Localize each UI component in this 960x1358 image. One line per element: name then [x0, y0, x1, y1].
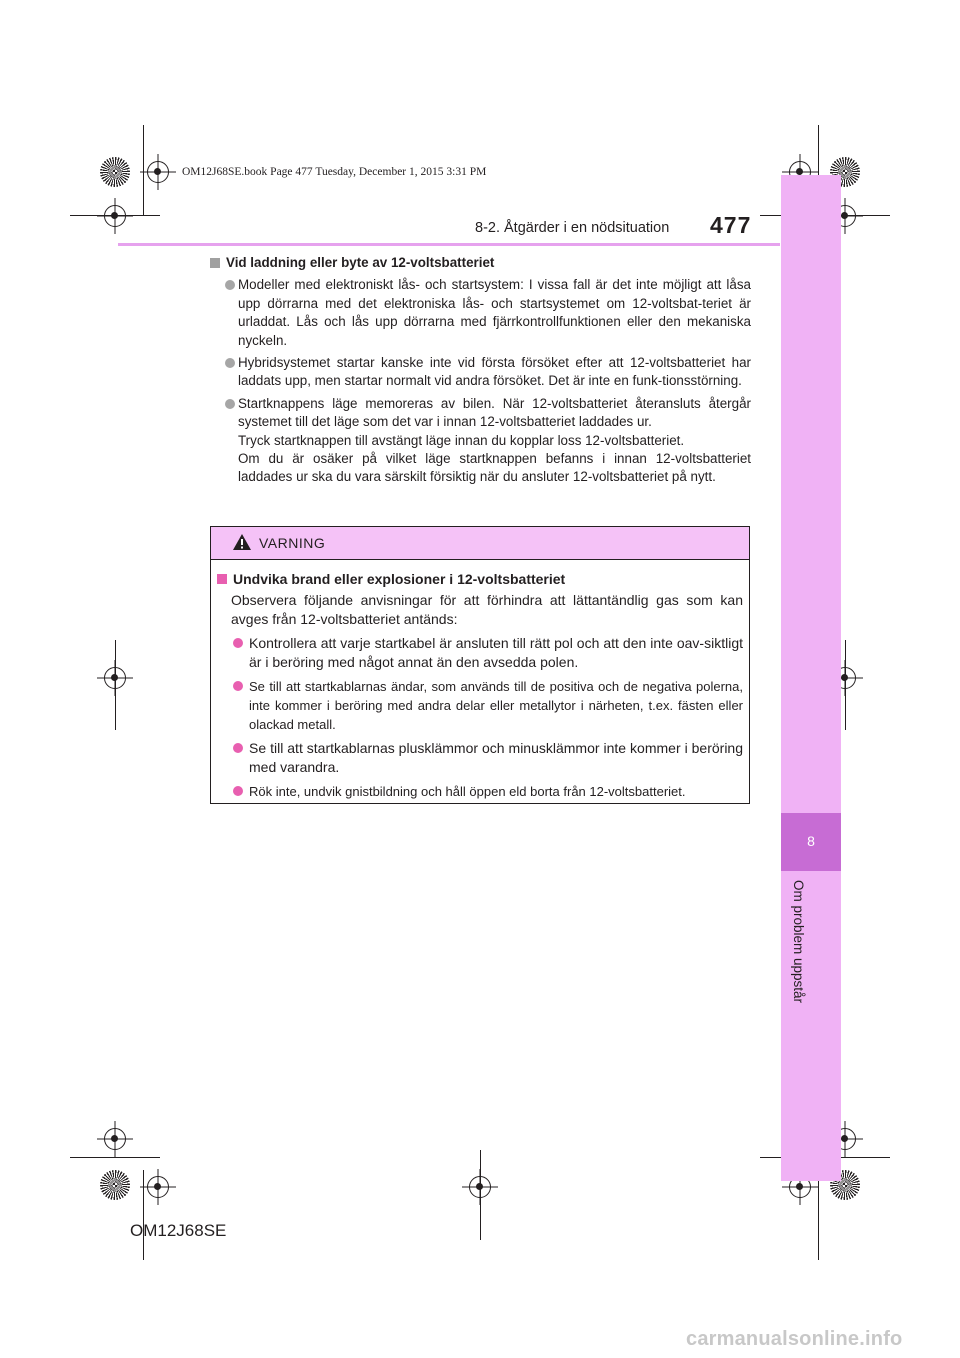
registration-mark [104, 205, 126, 227]
header-rule [118, 243, 780, 246]
circle-bullet-icon [233, 638, 243, 648]
bullet-text: Modeller med elektroniskt lås- och startsystem: I vissa fall är det inte möjligt att låsa upp dörrarna med det elektroniska lås- och startsystemet om 12-voltsbat-teriet är urladdat. Lås och lås upp dörrarna med fjärrkontrollfunktionen eller den mekaniska nyckeln. [238, 277, 751, 348]
bullet-text: Se till att startkablarnas plusklämmor och minusklämmor inte kommer i beröring med varandra. [249, 740, 743, 775]
bullet-text: Startknappens läge memoreras av bilen. När 12-voltsbatteriet återansluts återgår systemet till det läge som det var i innan 12-voltsbatteriet laddades ur. [238, 395, 751, 430]
circle-bullet-icon [233, 786, 243, 796]
warning-header [211, 527, 749, 560]
list-item [217, 677, 743, 734]
bullet-text: Se till att startkablarnas ändar, som används till de positiva och de negativa polerna, inte kommer i beröring med andra delar eller metallytor i närheten, t.ex. fästen eller olackad metall. [249, 679, 743, 732]
page-number: 477 [710, 212, 752, 238]
book-stamp: OM12J68SE.book Page 477 Tuesday, December 1, 2015 3:31 PM [182, 166, 487, 178]
circle-bullet-icon [233, 743, 243, 753]
star-registration-mark [100, 157, 130, 187]
registration-mark [469, 1176, 491, 1198]
bullet-text: Tryck startknappen till avstängt läge innan du kopplar loss 12-voltsbatteriet. [238, 432, 685, 448]
registration-mark [147, 161, 169, 183]
warning-title: VARNING [259, 535, 326, 551]
chapter-title: Om problem uppstår [791, 880, 806, 1004]
bullet-text: Rök inte, undvik gnistbildning och håll öppen eld borta från 12-voltsbatteriet. [249, 784, 686, 799]
main-content [210, 254, 751, 491]
warning-intro: Observera följande anvisningar för att förhindra att lättantändlig gas som kan avges från 12-voltsbatteriet antänds: [231, 592, 743, 627]
warning-body [217, 570, 743, 806]
chapter-tab [781, 813, 841, 871]
warning-box [210, 526, 750, 804]
footer-code: OM12J68SE [130, 1221, 227, 1240]
chapter-number: 8 [807, 833, 815, 849]
heading-text: Vid laddning eller byte av 12-voltsbatteriet [226, 255, 495, 270]
list-item [217, 634, 743, 672]
list-item [210, 276, 751, 350]
warning-triangle-icon [232, 533, 252, 551]
list-item [210, 395, 751, 487]
circle-bullet-icon [225, 358, 235, 368]
warning-heading [217, 570, 743, 589]
list-item [217, 782, 743, 801]
circle-bullet-icon [225, 399, 235, 409]
side-strip [781, 175, 841, 1181]
registration-mark [104, 1128, 126, 1150]
circle-bullet-icon [233, 681, 243, 691]
list-item [217, 739, 743, 777]
watermark: carmanualsonline.info [686, 1328, 903, 1350]
square-bullet-icon [217, 574, 227, 584]
bullet-text: Hybridsystemet startar kanske inte vid första försöket efter att 12-voltsbatteriet har laddats upp, men startar normalt vid andra försöket. Det är inte en funk-tionsstörning. [238, 355, 751, 389]
warning-heading-text: Undvika brand eller explosioner i 12-voltsbatteriet [233, 571, 566, 587]
section-title: 8-2. Åtgärder i en nödsituation [475, 220, 670, 236]
section-heading [210, 254, 751, 272]
bullet-text: Om du är osäker på vilket läge startknappen befanns i innan 12-voltsbatteriet laddades ur ska du vara särskilt försiktig när du ansluter 12-voltsbatteriet på nytt. [238, 451, 751, 485]
circle-bullet-icon [225, 280, 235, 290]
registration-mark [147, 1176, 169, 1198]
square-bullet-icon [210, 258, 220, 268]
star-registration-mark [100, 1170, 130, 1200]
list-item [210, 354, 751, 391]
bullet-text: Kontrollera att varje startkabel är ansluten till rätt pol och att den inte oav-siktligt är i beröring med något annat än den avsedda polen. [249, 635, 743, 670]
registration-mark [104, 667, 126, 689]
